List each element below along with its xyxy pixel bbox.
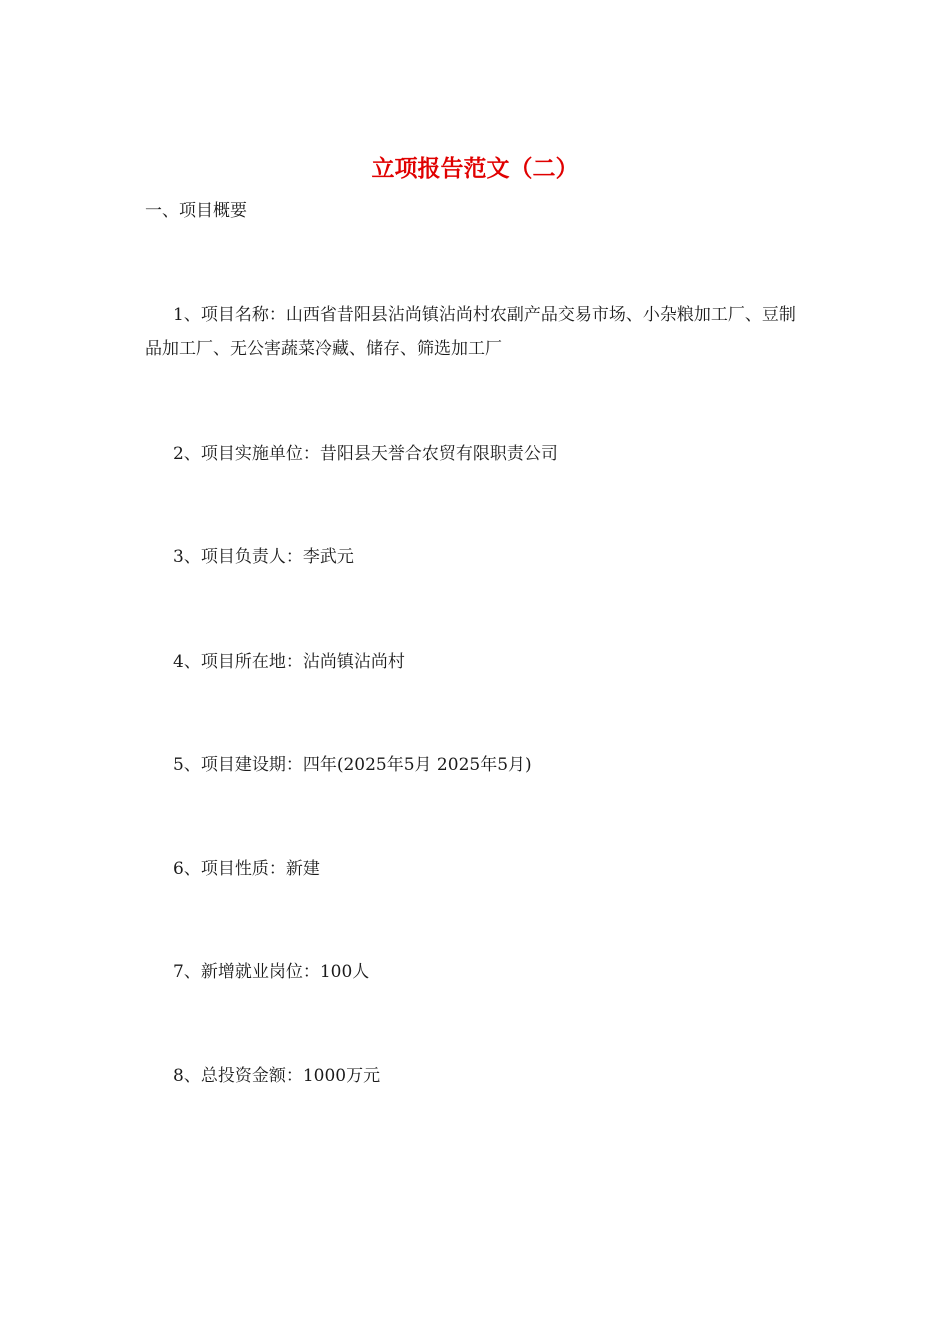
section-heading: 一、项目概要 bbox=[145, 201, 247, 221]
item-project-location: 4、项目所在地：沾尚镇沾尚村 bbox=[173, 652, 405, 672]
item-project-nature: 6、项目性质：新建 bbox=[173, 859, 320, 879]
item-project-name: 1、项目名称：山西省昔阳县沾尚镇沾尚村农副产品交易市场、小杂粮加工厂、豆制品加工厂、无公害蔬菜冷藏、储存、筛选加工厂 bbox=[145, 305, 796, 359]
item-construction-period: 5、项目建设期：四年(2025年5月 2025年5月) bbox=[173, 755, 532, 775]
item-implementing-unit: 2、项目实施单位：昔阳县天誉合农贸有限职责公司 bbox=[173, 444, 558, 464]
item-total-investment: 8、总投资金额：1000万元 bbox=[173, 1066, 381, 1086]
document-title: 立项报告范文（二） bbox=[371, 155, 579, 182]
item-project-leader: 3、项目负责人：李武元 bbox=[173, 547, 354, 567]
item-new-jobs: 7、新增就业岗位：100人 bbox=[173, 962, 370, 982]
